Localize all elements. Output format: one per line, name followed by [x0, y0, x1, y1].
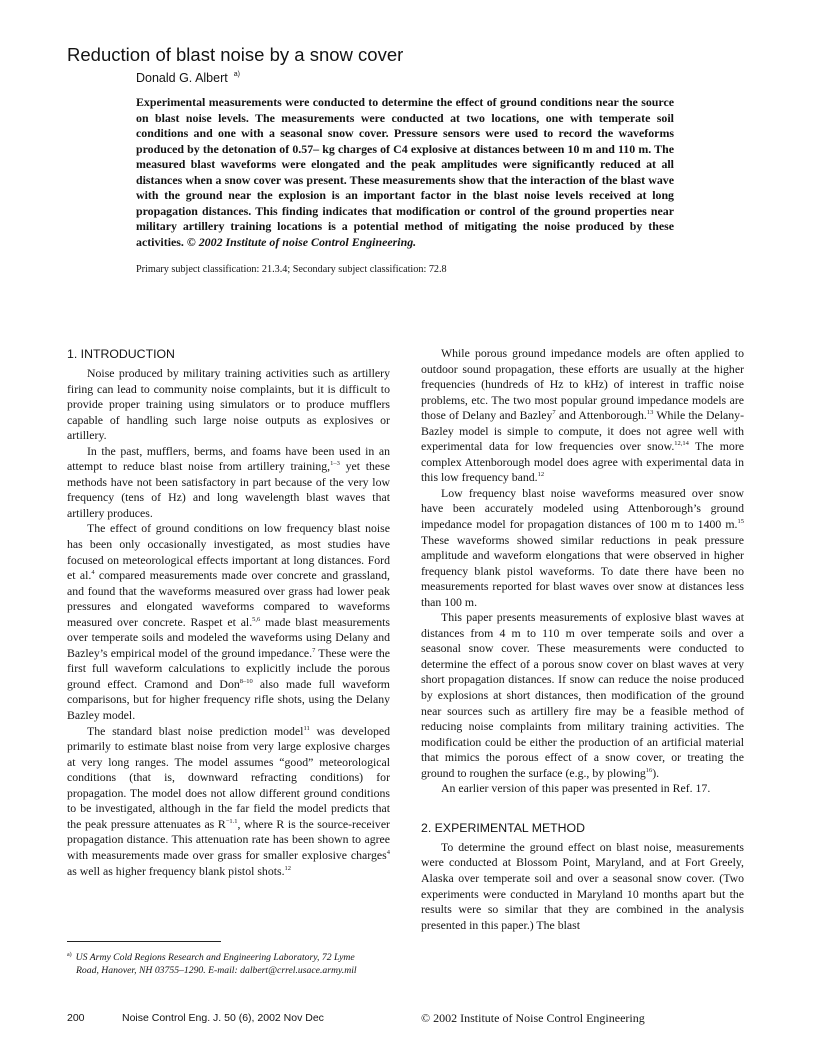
affiliation-footnote: [67, 949, 402, 977]
text-run: While the Delany-Bazley model is simple to compute, it does not agree well with experimental data for low frequencies over snow.: [421, 408, 744, 454]
footnote-marker: a): [67, 952, 72, 958]
author-line: [136, 71, 240, 85]
citation: 16: [645, 766, 653, 774]
text-run: also made full waveform comparisons, but for higher frequency rifle shots, using the Delany Bazley model.: [67, 676, 390, 723]
text-run: In the past, mufflers, berms, and foams have been used in an attempt to reduce blast noise from artillery training,: [67, 443, 390, 474]
citation: 8–10: [239, 677, 253, 685]
abstract-copyright: © 2002 Institute of noise Control Engineering.: [186, 234, 417, 249]
text-run: This paper presents measurements of explosive blast waves at distances from 4 m to 110 m over temperate soils and over a seasonal snow cover. These measurements were conducted to determine the effect of a porous snow cover on blast waves at very short propagation distances. If snow can reduce the noise produced by explosions at short distances, then modification of the ground near sources such as artillery fire may be a feasible method of reducing noise complaints from military training activities. The modification could be either the production of an artificial material that mimics the porous effect of a snow cover, or treating the ground to roughen the surface (e.g., by plowing: [421, 610, 744, 780]
text-run: The effect of ground conditions on low frequency blast noise has been only occasionally investigated, as most studies have focused on meteorological effects important at long distances. Ford et al.: [67, 521, 390, 583]
text-run: These waveforms showed similar reductions in peak pressure amplitude and waveform elongations that were observed in higher frequency blank pistol waveforms. To date there have been no measurements reported for blast waves over snow at distances less than 100 m.: [421, 532, 744, 609]
footnote-divider: [67, 941, 221, 942]
text-run: , where R is the source-receiver propagation distance. This attenuation rate has been shown to agree with measurements made over grass for smaller explosive charges: [67, 816, 390, 862]
text-run: and Attenborough.: [555, 408, 647, 423]
abstract: [136, 95, 674, 250]
paragraph: An earlier version of this paper was presented in Ref. 17.: [441, 781, 711, 796]
citation: 11: [303, 724, 310, 732]
abstract-text: Experimental measurements were conducted to determine the effect of ground conditions near the source on blast noise levels. The measurements were conducted at two locations, one with temperate soil conditions and one with a seasonal snow cover. Pressure sensors were used to record the waveforms produced by the detonation of 0.57– kg charges of C4 explosive at distances between 10 m and 110 m. The measured blast waveforms were elongated and the peak amplitudes were significantly reduced at all distances when a snow cover was present. These measurements show that the interaction of the blast wave with the ground near the explosion is an important factor in the blast noise levels received at long propagation distances. This finding indicates that modification or control of the ground properties near military artillery training locations is a potential method of mitigating the noise produced by these activities.: [136, 95, 674, 249]
paragraph: Noise produced by military training activities such as artillery firing can lead to community noise complaints, but it is difficult to provide proper training using simulators or to produce mufflers capable of handling such large noise outputs as explosives or artillery.: [67, 366, 390, 443]
exponent: −1.1: [225, 817, 238, 825]
paragraph: [421, 486, 744, 610]
text-run: Low frequency blast noise waveforms measured over snow have been accurately modeled using Attenborough’s ground impedance model for propagation distances of 100 m to 1400 m.: [421, 485, 744, 532]
section-heading-experimental-method: 2. EXPERIMENTAL METHOD: [421, 820, 585, 835]
paragraph: [67, 724, 390, 879]
text-run: ).: [652, 765, 660, 780]
text-run: was developed primarily to estimate blast noise from very large explosive charges at very long ranges. The model assumes “good” meteorological conditions (that is, downward refracting conditions) for propagation. The model does not allow different ground conditions to be investigated, although in the far field the model predicts that the peak pressure attenuates as R: [67, 723, 390, 831]
subject-classification: Primary subject classification: 21.3.4; Secondary subject classification: 72.8: [136, 264, 447, 275]
citation: 13: [646, 409, 654, 417]
citation: 7: [312, 646, 316, 654]
footer-copyright: © 2002 Institute of Noise Control Engineering: [421, 1011, 645, 1025]
footnote-line: US Army Cold Regions Research and Engineering Laboratory, 72 Lyme: [75, 952, 355, 963]
paragraph: To determine the ground effect on blast noise, measurements were conducted at Blossom Point, Maryland, and at Fort Greely, Alaska over temperate soil and over a seasonal snow cover. (Two experiments were conducted in Maryland 10 months apart but the results were so similar that they are combined in the analysis presented in this paper.) The blast: [421, 839, 744, 932]
citation: 12: [284, 864, 292, 872]
text-run: These were the first full waveform calculations to explicitly include the porous ground effect. Cramond and Don: [67, 645, 390, 691]
citation: 1–3: [330, 460, 340, 468]
author-name: Donald G. Albert: [136, 71, 228, 85]
text-run: The standard blast noise prediction model: [87, 723, 304, 738]
left-column: [67, 346, 390, 879]
citation: 15: [737, 518, 744, 526]
citation: 12: [537, 471, 545, 479]
page-number: 200: [67, 1012, 85, 1024]
citation: 4: [386, 848, 390, 856]
footnote-line: Road, Hanover, NH 03755–1290. E-mail: dalbert@crrel.usace.army.mil: [76, 965, 357, 977]
citation: 7: [552, 409, 556, 417]
text-run: compared measurements made over concrete and grassland, and found that the waveforms measured over grass had lower peak pressures and elongated waveforms compared to waveforms measured over concrete. Raspet et al.: [67, 568, 390, 629]
author-affiliation-marker: a): [233, 71, 240, 78]
right-column: [421, 346, 744, 933]
paper-title: Reduction of blast noise by a snow cover: [67, 44, 404, 65]
paragraph: [421, 346, 744, 486]
text-run: The more complex Attenborough model does agree with experimental data in this low frequency band.: [421, 439, 744, 485]
paragraph: [67, 521, 390, 723]
text-run: made blast measurements over temperate soils and modeled the waveforms using Delany and Bazley’s empirical model of the ground impedance.: [67, 614, 390, 660]
citation: 5,6: [252, 615, 261, 623]
section-heading-introduction: 1. INTRODUCTION: [67, 347, 175, 361]
text-run: yet these methods have not been satisfactory in part because of the very low frequency (tens of Hz) and long wavelength blast waves that artillery produces.: [67, 459, 390, 520]
text-run: While porous ground impedance models are often applied to outdoor sound propagation, these efforts are usually at the higher frequencies (hundreds of Hz to kHz) of interest in traffic noise problems, etc. The two most popular ground impedance models are those of Delany and Bazley: [421, 346, 744, 423]
page-footer-left: [67, 1012, 324, 1024]
journal-citation: Noise Control Eng. J. 50 (6), 2002 Nov Dec: [122, 1012, 324, 1024]
paragraph: [421, 610, 744, 781]
citation: 4: [91, 569, 95, 577]
paragraph: [67, 444, 390, 522]
citation: 12,14: [674, 440, 689, 448]
text-run: as well as higher frequency blank pistol shots.: [67, 863, 285, 878]
